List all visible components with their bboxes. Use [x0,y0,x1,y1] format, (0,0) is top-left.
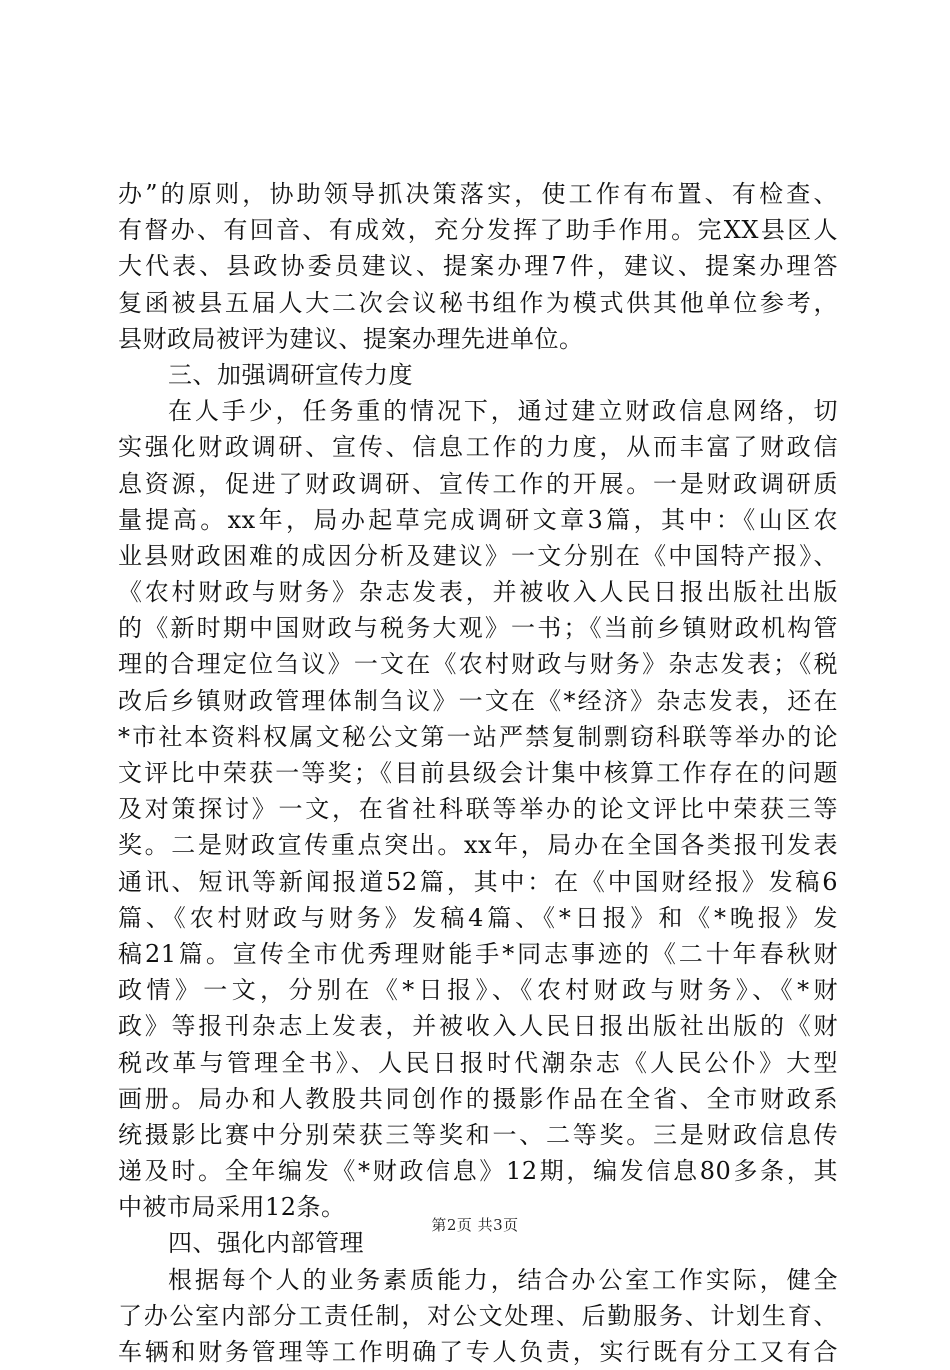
text-line: *市社本资料权属文秘公文第一站严禁复制剽窃科联等举办的论 [118,722,838,751]
text-line: 车辆和财务管理等工作明确了专人负责，实行既有分工又有合 [118,1338,838,1366]
text-line: 大代表、县政协委员建议、提案办理7件，建议、提案办理答 [118,252,838,281]
text-line: 及对策探讨》一文，在省社科联等举办的论文评比中荣获三等 [118,795,838,824]
text-line: 息资源，促进了财政调研、宣传工作的开展。一是财政调研质 [118,469,838,498]
text-line: 递及时。全年编发《*财政信息》12期，编发信息80多条，其 [118,1157,838,1186]
text-line: 改后乡镇财政管理体制刍议》一文在《*经济》杂志发表，还在 [118,686,838,715]
text-line: 的《新时期中国财政与税务大观》一书；《当前乡镇财政机构管 [118,614,838,643]
text-line: 通讯、短讯等新闻报道52篇，其中：在《中国财经报》发稿6 [118,867,838,896]
text-line: 政情》一文，分别在《*日报》、《农村财政与财务》、《*财 [118,976,838,1005]
text-line: 有督办、有回音、有成效，充分发挥了助手作用。完XX县区人 [118,216,838,245]
document-body [118,176,838,1370]
text-line: 根据每个人的业务素质能力，结合办公室工作实际，健全 [168,1265,838,1294]
text-line: 理的合理定位刍议》一文在《农村财政与财务》杂志发表；《税 [118,650,838,679]
text-line: 业县财政困难的成因分析及建议》一文分别在《中国特产报》、 [118,541,838,570]
text-line: 《农村财政与财务》杂志发表，并被收入人民日报出版社出版 [118,578,838,607]
text-line: 稿21篇。宣传全市优秀理财能手*同志事迹的《二十年春秋财 [118,939,838,968]
text-line: 画册。局办和人教股共同创作的摄影作品在全省、全市财政系 [118,1084,838,1113]
text-line: 统摄影比赛中分别荣获三等奖和一、二等奖。三是财政信息传 [118,1120,838,1149]
text-line: 政》等报刊杂志上发表，并被收入人民日报出版社出版的《财 [118,1012,838,1041]
text-line: 奖。二是财政宣传重点突出。xx年，局办在全国各类报刊发表 [118,831,838,860]
text-line: 量提高。xx年，局办起草完成调研文章3篇，其中：《山区农 [118,505,838,534]
text-line: 在人手少，任务重的情况下，通过建立财政信息网络，切 [168,397,838,426]
section-heading: 三、加强调研宣传力度 [168,360,413,389]
text-line: 县财政局被评为建议、提案办理先进单位。 [118,324,584,353]
text-line: 税改革与管理全书》、人民日报时代潮杂志《人民公仆》大型 [118,1048,838,1077]
text-line: 文评比中荣获一等奖；《目前县级会计集中核算工作存在的问题 [118,759,838,787]
section-heading: 四、强化内部管理 [168,1229,364,1258]
text-line: 实强化财政调研、宣传、信息工作的力度，从而丰富了财政信 [118,433,838,462]
text-line: 复函被县五届人大二次会议秘书组作为模式供其他单位参考， [118,288,838,317]
text-line: 篇、《农村财政与财务》发稿4篇、《*日报》和《*晚报》发 [118,903,838,932]
text-line: 办”的原则，协助领导抓决策落实，使工作有布置、有检查、 [118,180,838,208]
text-line: 了办公室内部分工责任制，对公文处理、后勤服务、计划生育、 [118,1301,838,1330]
page-footer: 第2页 共3页 [431,1216,519,1234]
text-line: 中被市局采用12条。 [118,1193,346,1222]
